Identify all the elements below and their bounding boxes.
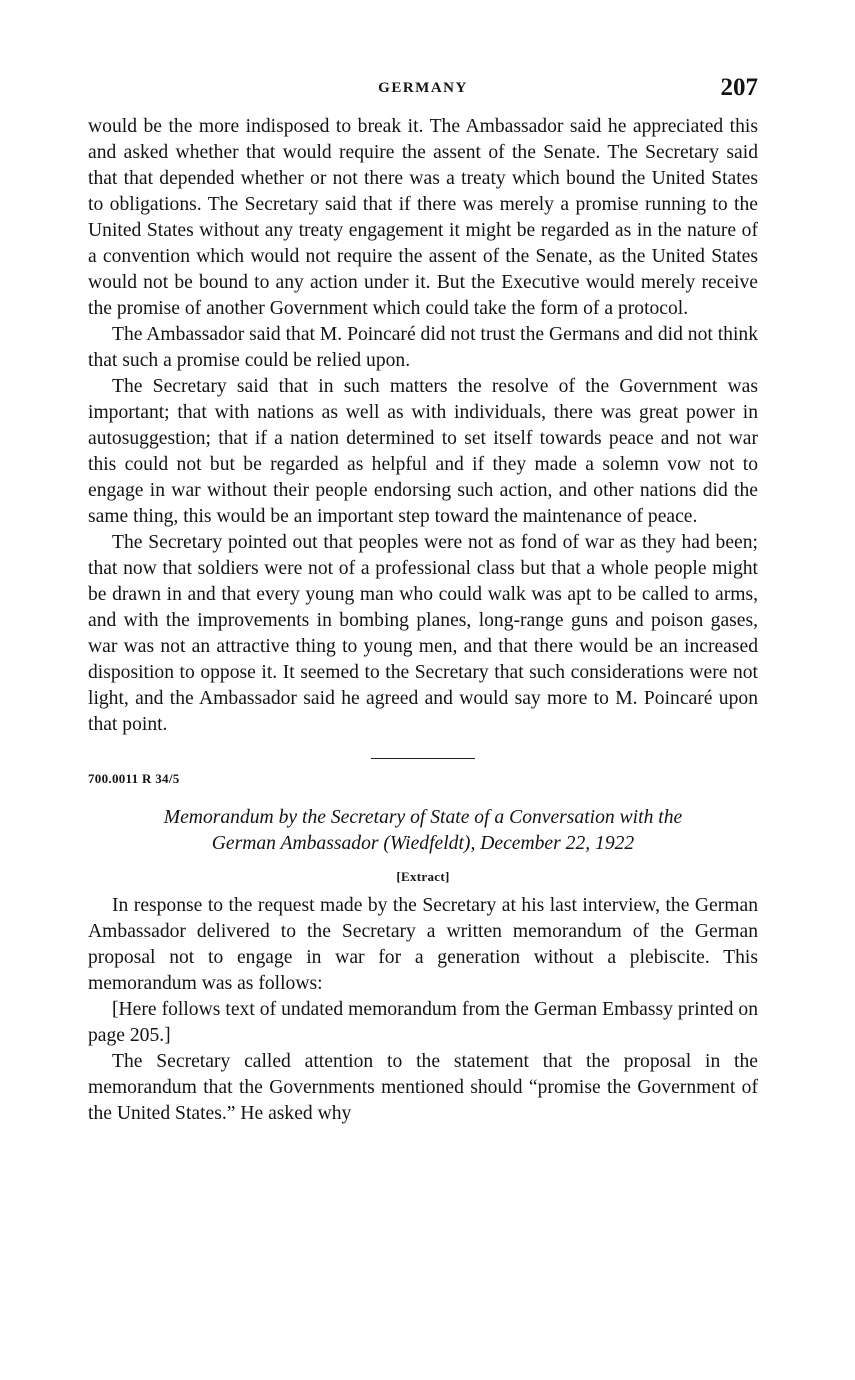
file-reference: 700.0011 R 34/5 (88, 771, 180, 786)
section-divider (371, 758, 475, 759)
paragraph: The Secretary pointed out that peoples were not as fond of war as they had been; that now that soldiers were not of a professional class but that a whole people might be drawn in and that every young man who could walk was apt to be called to arms, and with the improvements in bombing planes, long-range guns and poison gases, war was not an attractive thing to young men, and that there would be an increased disposition to oppose it. It seemed to the Secretary that such considerations were not light, and the Ambassador said he agreed and would say more to M. Poincaré upon that point. (88, 532, 758, 735)
running-header (88, 74, 758, 114)
paragraph: [Here follows text of undated memorandum from the German Embassy printed on page 205.] (88, 999, 758, 1046)
extract-label: [Extract] (396, 869, 450, 884)
paragraph: The Secretary called attention to the statement that the proposal in the memorandum that the Governments mentioned should “promise the Government of the United States.” He asked why (88, 1051, 758, 1124)
page-number: 207 (720, 74, 758, 101)
document-title-line-2: German Ambassador (Wiedfeldt), December 22, 1922 (211, 833, 635, 854)
paragraph-continued: would be the more indisposed to break it. The Ambassador said he appreciated this and asked whether that would require the assent of the Senate. The Secretary said that that depended whether or not there was a treaty which bound the United States to obligations. The Secretary said that if there was merely a promise running to the United States without any treaty engagement it might be regarded as in the nature of a convention which would not require the assent of the Senate, as the United States would not be bound to any action under it. But the Executive would merely receive the promise of another Government which could take the form of a protocol. (88, 116, 758, 319)
document-title-line-1: Memorandum by the Secretary of State of a Conversation with the (163, 807, 683, 828)
paragraph: The Ambassador said that M. Poincaré did not trust the Germans and did not think that such a promise could be relied upon. (88, 324, 758, 371)
paragraph: In response to the request made by the Secretary at his last interview, the German Ambassador delivered to the Secretary a written memorandum of the German proposal not to engage in war for a generation without a plebiscite. This memorandum was as follows: (88, 895, 758, 994)
paragraph: The Secretary said that in such matters the resolve of the Government was important; that with nations as well as with individuals, there was great power in autosuggestion; that if a nation determined to set itself towards peace and not war this could not but be regarded as helpful and if they made a solemn vow not to engage in war without their people endorsing such action, and other nations did the same thing, this would be an important step toward the maintenance of peace. (88, 376, 758, 527)
running-title: GERMANY (378, 80, 468, 96)
document-title (88, 805, 758, 857)
document-page (88, 74, 758, 1127)
